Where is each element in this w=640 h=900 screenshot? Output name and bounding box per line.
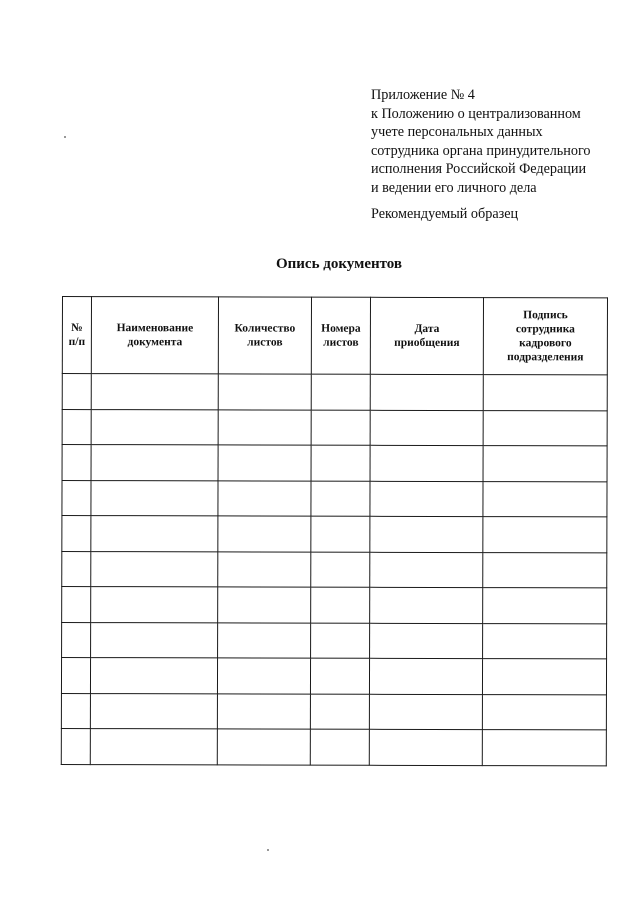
table-cell[interactable] xyxy=(482,730,606,766)
table-cell[interactable] xyxy=(62,445,91,481)
table-header-row xyxy=(62,297,607,375)
table-cell[interactable] xyxy=(311,587,370,623)
table-cell[interactable] xyxy=(482,659,606,695)
table-cell[interactable] xyxy=(370,587,483,623)
table-cell[interactable] xyxy=(311,410,370,446)
table-cell[interactable] xyxy=(91,551,218,587)
table-row xyxy=(62,587,607,624)
table-cell[interactable] xyxy=(370,445,483,481)
table-cell[interactable] xyxy=(370,410,483,446)
table-cell[interactable] xyxy=(218,409,311,445)
table-cell[interactable] xyxy=(311,445,370,481)
table-row xyxy=(61,728,606,765)
table-cell[interactable] xyxy=(311,481,370,517)
table-cell[interactable] xyxy=(218,516,311,552)
table-cell[interactable] xyxy=(61,693,90,729)
appendix-heading xyxy=(371,86,621,198)
table-cell[interactable] xyxy=(90,729,217,765)
table-cell[interactable] xyxy=(311,374,370,410)
table-cell[interactable] xyxy=(217,729,310,765)
table-cell[interactable] xyxy=(90,693,217,729)
table-cell[interactable] xyxy=(482,694,606,730)
table-cell[interactable] xyxy=(218,587,311,623)
table-cell[interactable] xyxy=(91,516,218,552)
column-header-sheet-numbers: Номера листов xyxy=(311,297,370,374)
table-cell[interactable] xyxy=(62,622,91,658)
table-row xyxy=(62,551,607,588)
table-cell[interactable] xyxy=(311,516,370,552)
recommended-sample-label: Рекомендуемый образец xyxy=(371,206,519,222)
table-cell[interactable] xyxy=(218,374,311,410)
table-row xyxy=(61,658,606,695)
table-cell[interactable] xyxy=(483,375,607,411)
table-cell[interactable] xyxy=(62,516,91,552)
appendix-line: учете персональных данных xyxy=(371,124,543,141)
table-cell[interactable] xyxy=(310,658,369,694)
table-cell[interactable] xyxy=(310,694,369,730)
table-cell[interactable] xyxy=(91,622,218,658)
table-cell[interactable] xyxy=(218,445,311,481)
table-cell[interactable] xyxy=(218,480,311,516)
table-cell[interactable] xyxy=(483,517,607,553)
table-cell[interactable] xyxy=(483,588,607,624)
table-row xyxy=(62,409,607,446)
table-cell[interactable] xyxy=(91,409,218,445)
table-cell[interactable] xyxy=(91,480,218,516)
appendix-line: к Положению о централизованном xyxy=(371,105,581,122)
column-header-number: № п/п xyxy=(62,297,91,374)
table-row xyxy=(61,693,606,730)
table-cell[interactable] xyxy=(483,623,607,659)
table-cell[interactable] xyxy=(90,658,217,694)
appendix-line: сотрудника органа принудительного xyxy=(371,142,591,159)
table-cell[interactable] xyxy=(311,623,370,659)
scan-speck xyxy=(267,849,269,851)
document-title: Опись документов xyxy=(275,256,403,272)
table-cell[interactable] xyxy=(483,481,607,517)
appendix-line: исполнения Российской Федерации xyxy=(371,161,587,178)
table-cell[interactable] xyxy=(369,658,482,694)
table-cell[interactable] xyxy=(62,587,91,623)
table-row xyxy=(62,374,607,411)
column-header-sheet-count: Количество листов xyxy=(218,297,311,374)
table-cell[interactable] xyxy=(91,587,218,623)
table-cell[interactable] xyxy=(217,658,310,694)
table-cell[interactable] xyxy=(218,622,311,658)
table-cell[interactable] xyxy=(483,446,607,482)
table-cell[interactable] xyxy=(370,623,483,659)
table-row xyxy=(62,445,607,482)
table-cell[interactable] xyxy=(62,374,91,410)
table-cell[interactable] xyxy=(91,445,218,481)
table-cell[interactable] xyxy=(311,552,370,588)
table-cell[interactable] xyxy=(218,551,311,587)
table-cell[interactable] xyxy=(217,693,310,729)
table-cell[interactable] xyxy=(370,481,483,517)
table-cell[interactable] xyxy=(369,694,482,730)
appendix-line: и ведении его личного дела xyxy=(371,179,537,196)
table-body xyxy=(61,374,607,766)
table-cell[interactable] xyxy=(62,551,91,587)
table-cell[interactable] xyxy=(62,480,91,516)
table-row xyxy=(62,622,607,659)
table-row xyxy=(62,516,607,553)
table-cell[interactable] xyxy=(369,729,482,765)
scan-speck xyxy=(64,136,66,138)
column-header-hr-signature: Подпись сотрудника кадрового подразделения xyxy=(483,298,607,375)
table-cell[interactable] xyxy=(62,409,91,445)
table-cell[interactable] xyxy=(370,374,483,410)
table-cell[interactable] xyxy=(91,374,218,410)
appendix-line: Приложение № 4 xyxy=(371,87,475,103)
table-cell[interactable] xyxy=(483,410,607,446)
table-cell[interactable] xyxy=(310,729,369,765)
table-cell[interactable] xyxy=(61,658,90,694)
table-cell[interactable] xyxy=(483,552,607,588)
table-row xyxy=(62,480,607,517)
table-cell[interactable] xyxy=(370,516,483,552)
table-cell[interactable] xyxy=(61,728,90,764)
documents-inventory-table xyxy=(61,296,608,766)
column-header-document-name: Наименование документа xyxy=(91,297,218,374)
table-cell[interactable] xyxy=(370,552,483,588)
column-header-attach-date: Дата приобщения xyxy=(370,297,483,374)
